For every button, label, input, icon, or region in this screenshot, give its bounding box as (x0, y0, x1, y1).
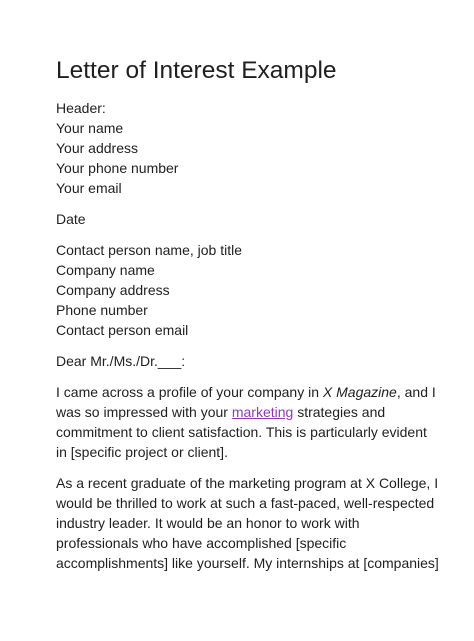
paragraph-1-line-3: commitment to client satisfaction. This is particularly evident (56, 424, 427, 440)
salutation-block (56, 351, 456, 371)
p1-text-b: , and I (396, 384, 436, 400)
paragraph-1 (56, 382, 456, 462)
header-line-phone: Your phone number (56, 160, 179, 176)
header-block (56, 98, 456, 198)
paragraph-2-line-5: accomplishments] like yourself. My internships at [companies] (56, 555, 439, 571)
paragraph-2-line-2: would be thrilled to work at such a fast-paced, well-respected (56, 495, 435, 511)
letter-page (56, 54, 456, 584)
header-line-name: Your name (56, 120, 124, 136)
paragraph-2-line-1: As a recent graduate of the marketing program at X College, I (56, 475, 439, 491)
paragraph-2-line-4: professionals who have accomplished [specific (56, 535, 347, 551)
header-line-address: Your address (56, 140, 138, 156)
paragraph-1-line-1 (56, 382, 456, 402)
header-line-email: Your email (56, 180, 122, 196)
contact-line-phone: Phone number (56, 302, 148, 318)
contact-line-company: Company name (56, 262, 155, 278)
marketing-link[interactable]: marketing (231, 404, 294, 420)
p1-text-d: strategies and (293, 404, 386, 420)
p1-text-c: was so impressed with your (56, 404, 232, 420)
magazine-name: X Magazine (322, 384, 397, 400)
salutation: Dear Mr./Ms./Dr.___: (56, 353, 186, 369)
paragraph-1-line-2 (56, 402, 456, 422)
paragraph-2-line-3: industry leader. It would be an honor to work with (56, 515, 360, 531)
document-title: Letter of Interest Example (56, 57, 337, 84)
paragraph-1-line-4: in [specific project or client]. (56, 444, 228, 460)
header-label: Header: (56, 100, 106, 116)
p1-text-a: I came across a profile of your company in (56, 384, 323, 400)
paragraph-2 (56, 473, 456, 573)
contact-line-email: Contact person email (56, 322, 189, 338)
contact-block (56, 240, 456, 340)
contact-line-address: Company address (56, 282, 170, 298)
contact-line-person: Contact person name, job title (56, 242, 242, 258)
date-line: Date (56, 211, 86, 227)
date-block (56, 209, 456, 229)
